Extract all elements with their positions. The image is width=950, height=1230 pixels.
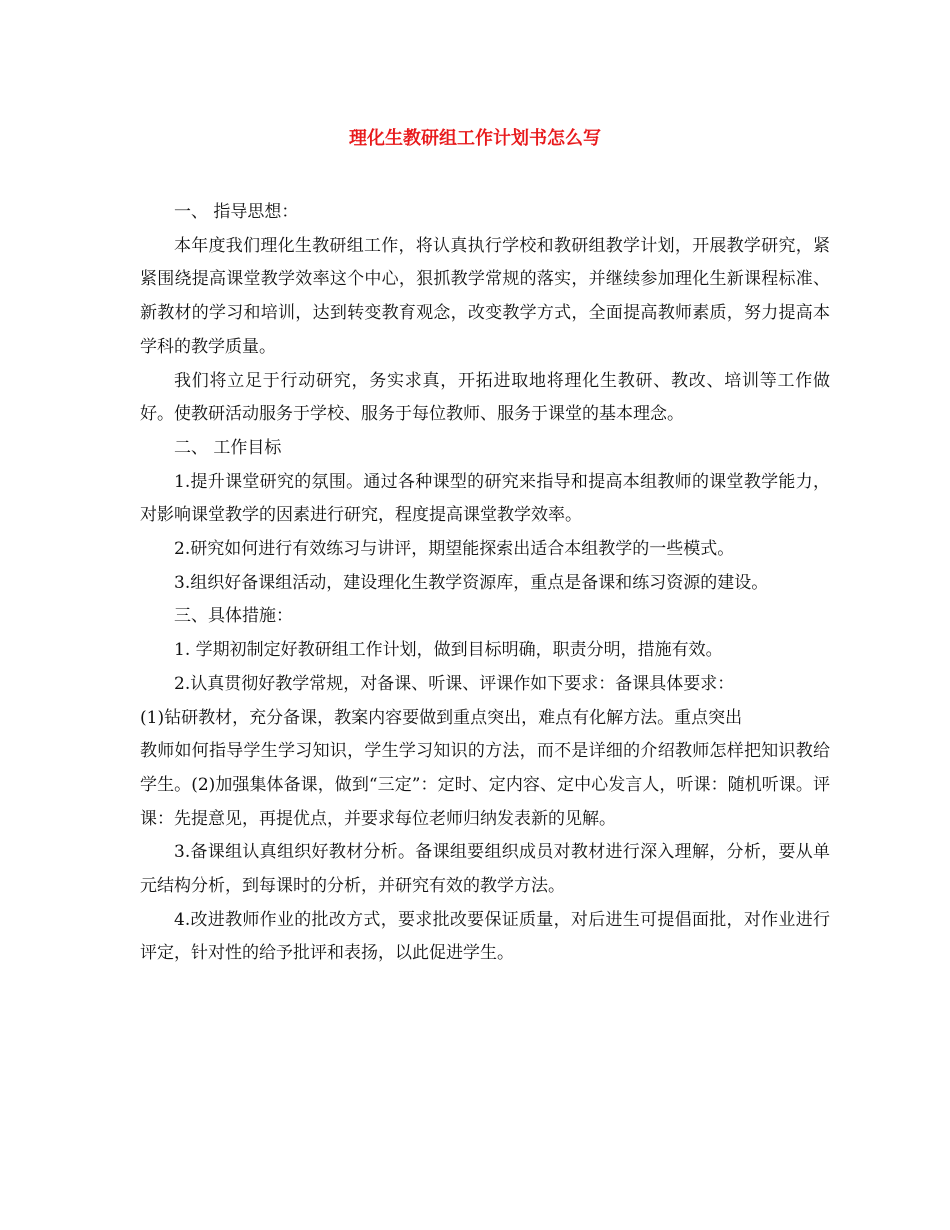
document-title: 理化生教研组工作计划书怎么写	[349, 128, 601, 149]
section-heading-work-goals: 二、 工作目标	[174, 437, 282, 458]
paragraph: 本年度我们理化生教研组工作，将认真执行学校和教研组教学计划，开展教学研究，紧紧围绕提高课堂教学效率这个中心，狠抓教学常规的落实，并继续参加理化生新课程标准、新教材的学习和培训，达到转变教育观念，改变教学方式，全面提高教师素质，努力提高本学科的教学质量。	[140, 235, 830, 357]
section-heading-guiding-ideology: 一、 指导思想：	[174, 202, 299, 222]
paragraph: 教师如何指导学生学习知识，学生学习知识的方法，而不是详细的介绍教师怎样把知识教给学生。(2)加强集体备课，做到“三定”：定时、定内容、定中心发言人，听课：随机听课。评课：先提意见，再提优点，并要求每位老师归纳发表新的见解。	[140, 741, 830, 829]
list-item: 2.研究如何进行有效练习与讲评，期望能探索出适合本组教学的一些模式。	[174, 539, 735, 560]
list-item: 2.认真贯彻好教学常规，对备课、听课、评课作如下要求：备课具体要求：	[174, 673, 735, 694]
list-item: 3.组织好备课组活动，建设理化生教学资源库，重点是备课和练习资源的建设。	[174, 572, 769, 593]
paragraph: 我们将立足于行动研究，务实求真，开拓进取地将理化生教研、教改、培训等工作做好。使教研活动服务于学校、服务于每位教师、服务于课堂的基本理念。	[140, 370, 830, 425]
list-item: 4.改进教师作业的批改方式，要求批改要保证质量，对后进生可提倡面批，对作业进行评定，针对性的给予批评和表扬，以此促进学生。	[140, 909, 830, 964]
document-body	[140, 196, 830, 971]
paragraph: (1)钻研教材，充分备课，教案内容要做到重点突出，难点有化解方法。重点突出	[140, 707, 743, 728]
list-item: 1.提升课堂研究的氛围。通过各种课型的研究来指导和提高本组教师的课堂教学能力，对影响课堂教学的因素进行研究，程度提高课堂教学效率。	[140, 471, 830, 526]
section-heading-measures: 三、具体措施：	[174, 606, 293, 627]
list-item: 3.备课组认真组织好教材分析。备课组要组织成员对教材进行深入理解，分析，要从单元结构分析，到每课时的分析，并研究有效的教学方法。	[140, 842, 830, 897]
list-item: 1. 学期初制定好教研组工作计划，做到目标明确，职责分明，措施有效。	[174, 640, 723, 661]
